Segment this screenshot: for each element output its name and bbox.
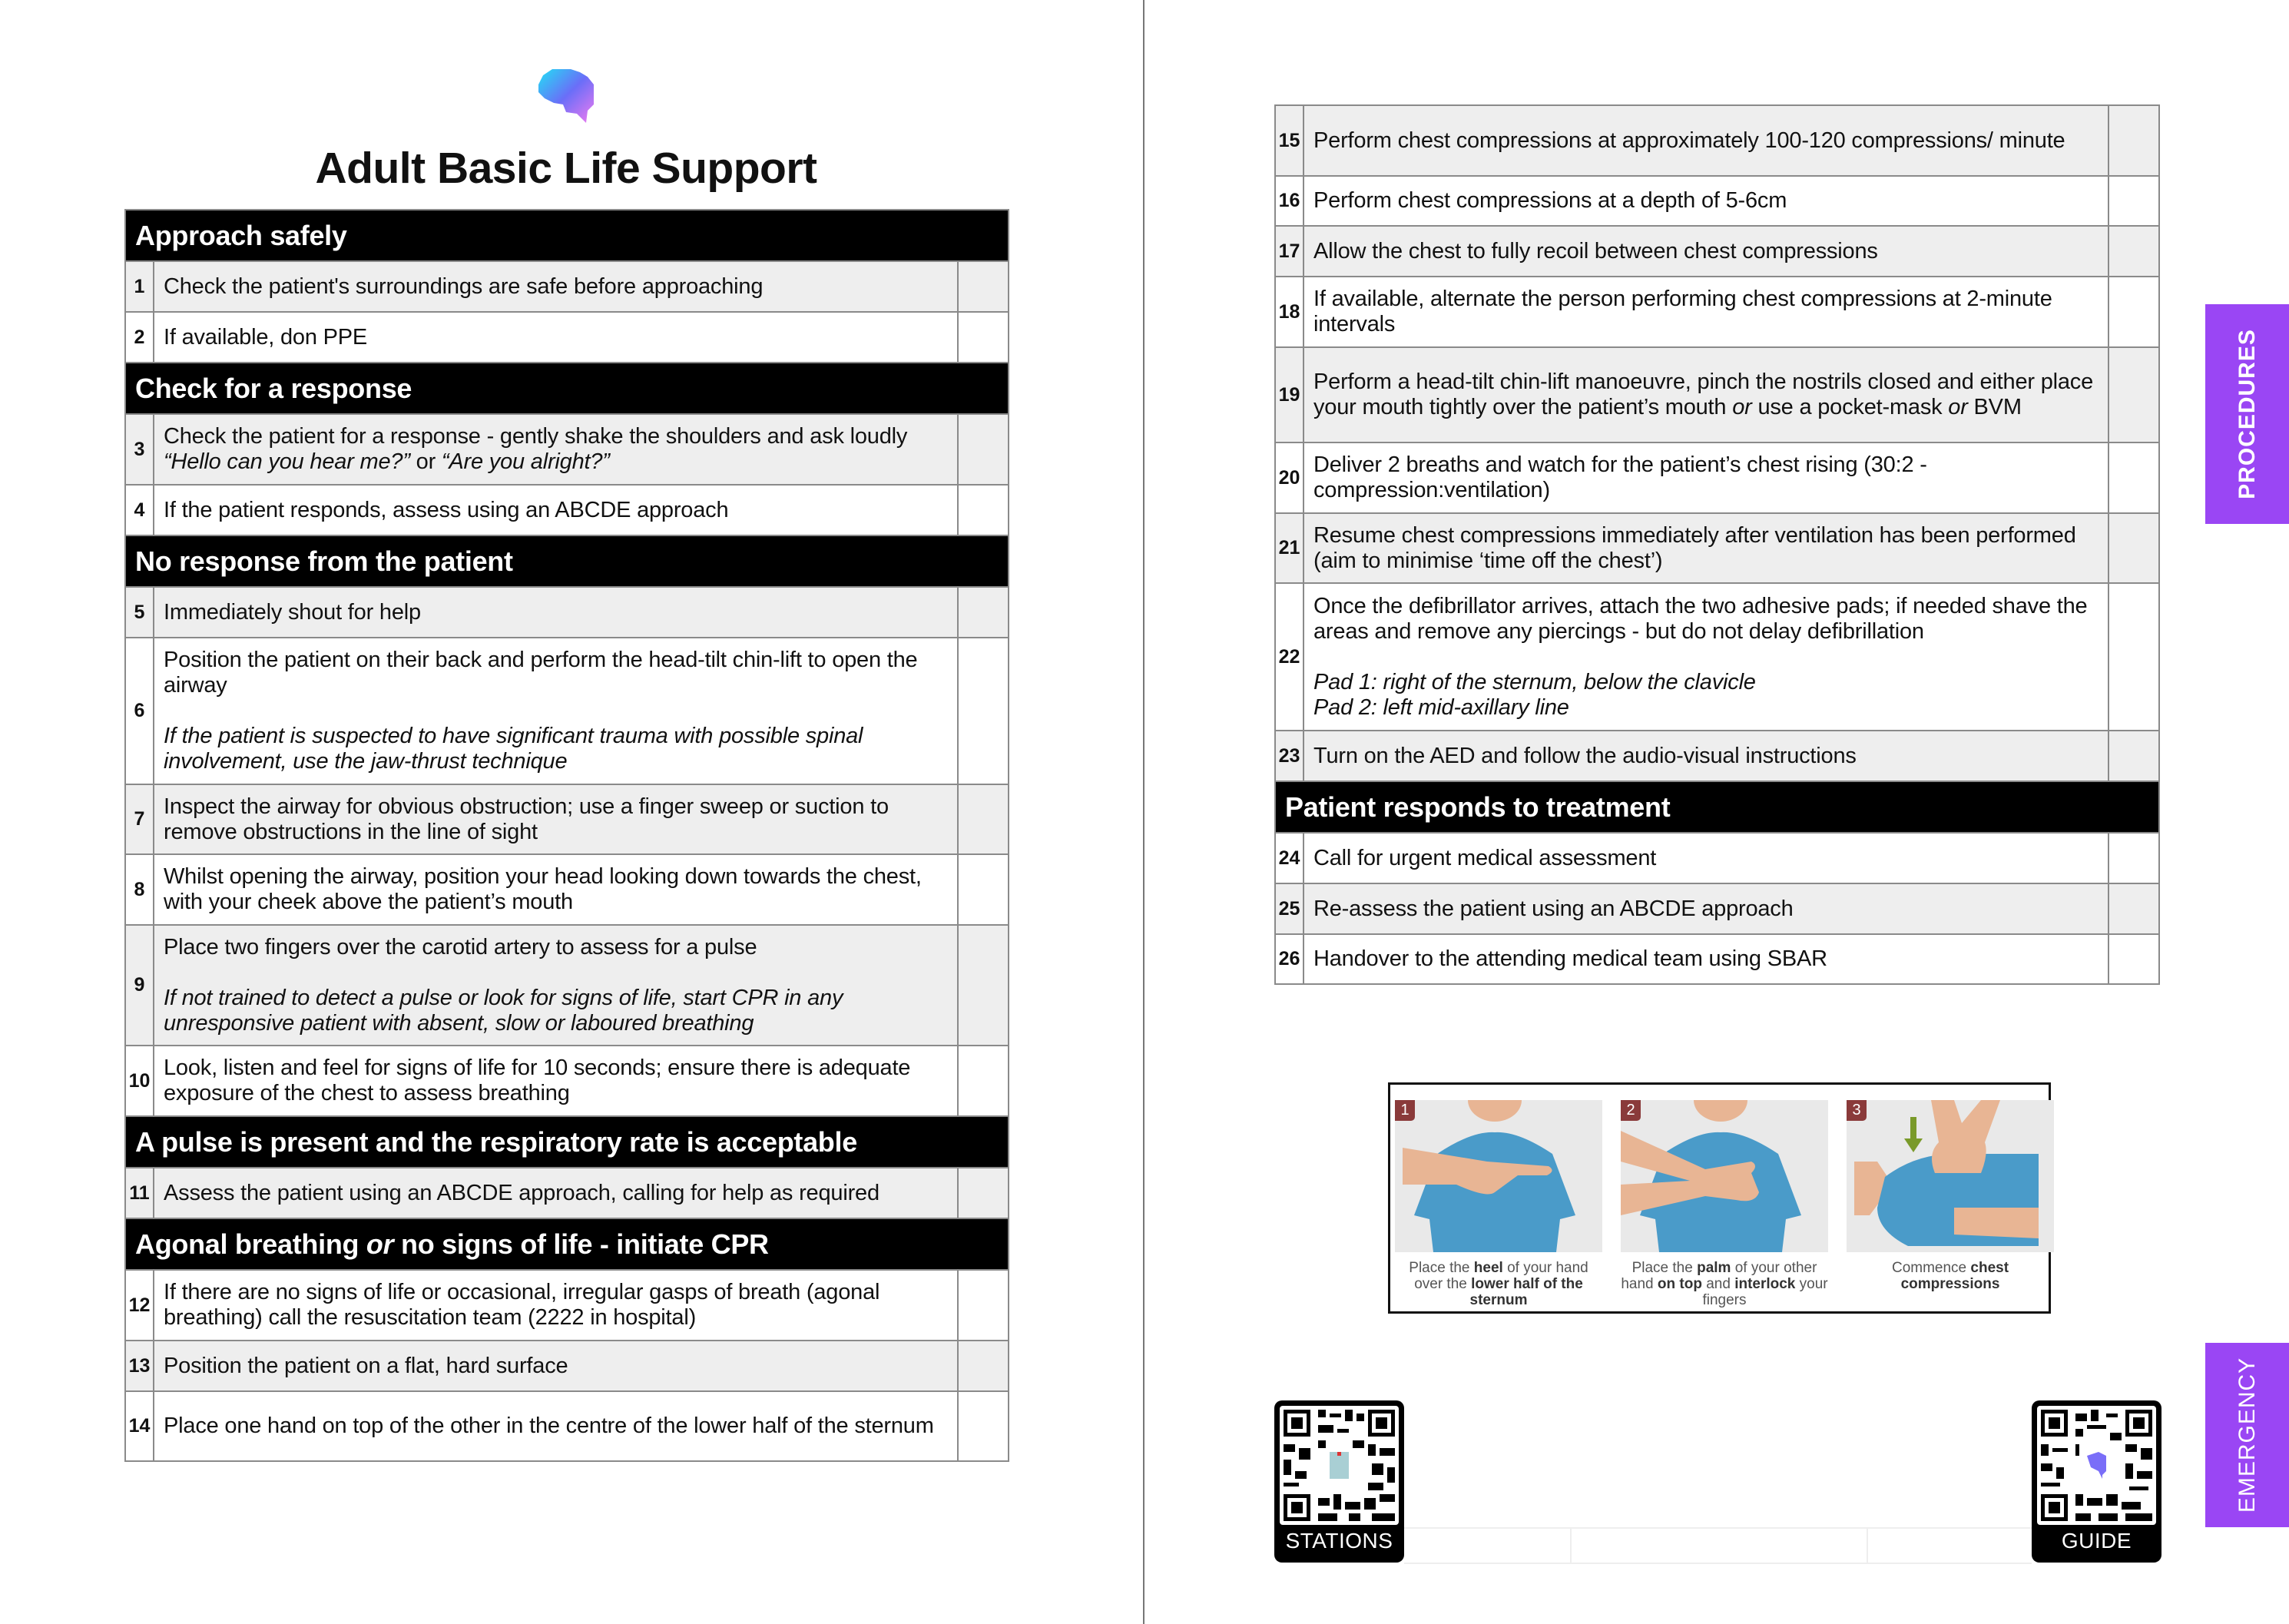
checkbox-cell[interactable] bbox=[958, 925, 1009, 1046]
table-row: 18 If available, alternate the person performing chest compressions at 2-minute intervals bbox=[1275, 277, 2159, 347]
checkbox-cell[interactable] bbox=[2108, 176, 2159, 226]
section-header: Approach safely bbox=[125, 210, 1009, 261]
checkbox-cell[interactable] bbox=[958, 587, 1009, 638]
table-row: 7 Inspect the airway for obvious obstruction; use a finger sweep or suction to remove obstructions in the line of sight bbox=[125, 784, 1009, 854]
checkbox-cell[interactable] bbox=[958, 485, 1009, 535]
guide-qr-code[interactable]: GUIDE bbox=[2032, 1400, 2161, 1563]
checkbox-cell[interactable] bbox=[958, 1391, 1009, 1461]
chest-compressions-icon bbox=[1847, 1100, 2054, 1252]
cpr-caption-1: Place the heel of your hand over the lower half of the sternum bbox=[1409, 1260, 1588, 1308]
qr-code-icon bbox=[1280, 1406, 1399, 1525]
table-row: 21 Resume chest compressions immediately after ventilation has been performed (aim to minimise ‘time off the chest’) bbox=[1275, 513, 2159, 583]
stations-qr-code[interactable]: STATIONS bbox=[1274, 1400, 1404, 1563]
checkbox-cell[interactable] bbox=[958, 784, 1009, 854]
cpr-illustration bbox=[1388, 1082, 2051, 1314]
checkbox-cell[interactable] bbox=[2108, 731, 2159, 781]
page-divider bbox=[1143, 0, 1144, 1624]
table-row: 10 Look, listen and feel for signs of life for 10 seconds; ensure there is adequate exposure of the chest to assess breathing bbox=[125, 1046, 1009, 1116]
interlocked-hands-icon bbox=[1621, 1100, 1828, 1252]
checkbox-cell[interactable] bbox=[2108, 833, 2159, 883]
checkbox-cell[interactable] bbox=[2108, 883, 2159, 934]
checkbox-cell[interactable] bbox=[958, 312, 1009, 363]
checkbox-cell[interactable] bbox=[2108, 347, 2159, 442]
checkbox-cell[interactable] bbox=[2108, 226, 2159, 277]
table-row: 6 Position the patient on their back and perform the head-tilt chin-lift to open the airway If the patient is suspected to have significant trauma with possible spinal involvement, use the jaw-thrust technique bbox=[125, 638, 1009, 784]
qr-code-icon bbox=[2037, 1406, 2156, 1525]
footer-divider bbox=[1570, 1527, 1572, 1563]
steps-table-left bbox=[124, 209, 1009, 1462]
table-row: 1 Check the patient's surroundings are safe before approaching bbox=[125, 261, 1009, 312]
table-row: 15 Perform chest compressions at approximately 100-120 compressions/ minute bbox=[1275, 105, 2159, 176]
checkbox-cell[interactable] bbox=[958, 854, 1009, 925]
checkbox-cell[interactable] bbox=[2108, 934, 2159, 984]
checkbox-cell[interactable] bbox=[958, 414, 1009, 485]
table-row: 24 Call for urgent medical assessment bbox=[1275, 833, 2159, 883]
section-header: A pulse is present and the respiratory rate is acceptable bbox=[125, 1116, 1009, 1168]
checkbox-cell[interactable] bbox=[958, 1270, 1009, 1341]
table-row: 17 Allow the chest to fully recoil between chest compressions bbox=[1275, 226, 2159, 277]
footer-divider bbox=[1867, 1527, 1868, 1563]
page-title: Adult Basic Life Support bbox=[315, 144, 817, 193]
section-header: Check for a response bbox=[125, 363, 1009, 414]
cpr-panel-2: 2 bbox=[1621, 1100, 1828, 1252]
checkbox-cell[interactable] bbox=[958, 1341, 1009, 1391]
table-row: 26 Handover to the attending medical team using SBAR bbox=[1275, 934, 2159, 984]
table-row: 4 If the patient responds, assess using an ABCDE approach bbox=[125, 485, 1009, 535]
table-row: 8 Whilst opening the airway, position your head looking down towards the chest, with your cheek above the patient’s mouth bbox=[125, 854, 1009, 925]
table-row: 2 If available, don PPE bbox=[125, 312, 1009, 363]
checkbox-cell[interactable] bbox=[2108, 513, 2159, 583]
table-row: 5 Immediately shout for help bbox=[125, 587, 1009, 638]
table-row: 19 Perform a head-tilt chin-lift manoeuvre, pinch the nostrils closed and either place your mouth tightly over the patient’s mouth or use a pocket-mask or BVM bbox=[1275, 347, 2159, 442]
cpr-panel-1: 1 bbox=[1395, 1100, 1602, 1252]
checkbox-cell[interactable] bbox=[2108, 442, 2159, 513]
hand-on-sternum-icon bbox=[1395, 1100, 1602, 1252]
checkbox-cell[interactable] bbox=[958, 261, 1009, 312]
table-row: 25 Re-assess the patient using an ABCDE approach bbox=[1275, 883, 2159, 934]
brain-logo-icon bbox=[532, 66, 603, 128]
table-row: 22 Once the defibrillator arrives, attach the two adhesive pads; if needed shave the areas and remove any piercings - but do not delay defibrillation Pad 1: right of the sternum, below the clavicle Pad 2: left mid-axillary line bbox=[1275, 583, 2159, 731]
cpr-panel-3: 3 bbox=[1847, 1100, 2054, 1252]
checkbox-cell[interactable] bbox=[958, 1046, 1009, 1116]
tab-procedures[interactable]: PROCEDURES bbox=[2205, 304, 2289, 524]
checkbox-cell[interactable] bbox=[2108, 583, 2159, 731]
checkbox-cell[interactable] bbox=[958, 638, 1009, 784]
steps-table-right bbox=[1274, 104, 2160, 985]
table-row: 9 Place two fingers over the carotid artery to assess for a pulse If not trained to detect a pulse or look for signs of life, start CPR in any unresponsive patient with absent, slow or laboured breathing bbox=[125, 925, 1009, 1046]
table-row: 20 Deliver 2 breaths and watch for the patient’s chest rising (30:2 - compression:ventilation) bbox=[1275, 442, 2159, 513]
footer-rule bbox=[1404, 1563, 2032, 1564]
section-header: Patient responds to treatment bbox=[1275, 781, 2159, 833]
checkbox-cell[interactable] bbox=[2108, 105, 2159, 176]
tab-emergency[interactable]: EMERGENCY bbox=[2205, 1343, 2289, 1527]
checkbox-cell[interactable] bbox=[958, 1168, 1009, 1218]
table-row: 3 Check the patient for a response - gently shake the shoulders and ask loudly “Hello can you hear me?” or “Are you alright?” bbox=[125, 414, 1009, 485]
table-row: 12 If there are no signs of life or occasional, irregular gasps of breath (agonal breathing) call the resuscitation team (2222 in hospital) bbox=[125, 1270, 1009, 1341]
cpr-caption-2: Place the palm of your other hand on top and interlock your fingers bbox=[1621, 1260, 1828, 1308]
section-header: No response from the patient bbox=[125, 535, 1009, 587]
section-header: Agonal breathing or no signs of life - initiate CPR bbox=[125, 1218, 1009, 1270]
footer-rule bbox=[1404, 1527, 2032, 1529]
checkbox-cell[interactable] bbox=[2108, 277, 2159, 347]
cpr-caption-3: Commence chest compressions bbox=[1891, 1260, 2009, 1292]
table-row: 11 Assess the patient using an ABCDE approach, calling for help as required bbox=[125, 1168, 1009, 1218]
table-row: 13 Position the patient on a flat, hard surface bbox=[125, 1341, 1009, 1391]
table-row: 14 Place one hand on top of the other in the centre of the lower half of the sternum bbox=[125, 1391, 1009, 1461]
table-row: 23 Turn on the AED and follow the audio-visual instructions bbox=[1275, 731, 2159, 781]
table-row: 16 Perform chest compressions at a depth of 5-6cm bbox=[1275, 176, 2159, 226]
